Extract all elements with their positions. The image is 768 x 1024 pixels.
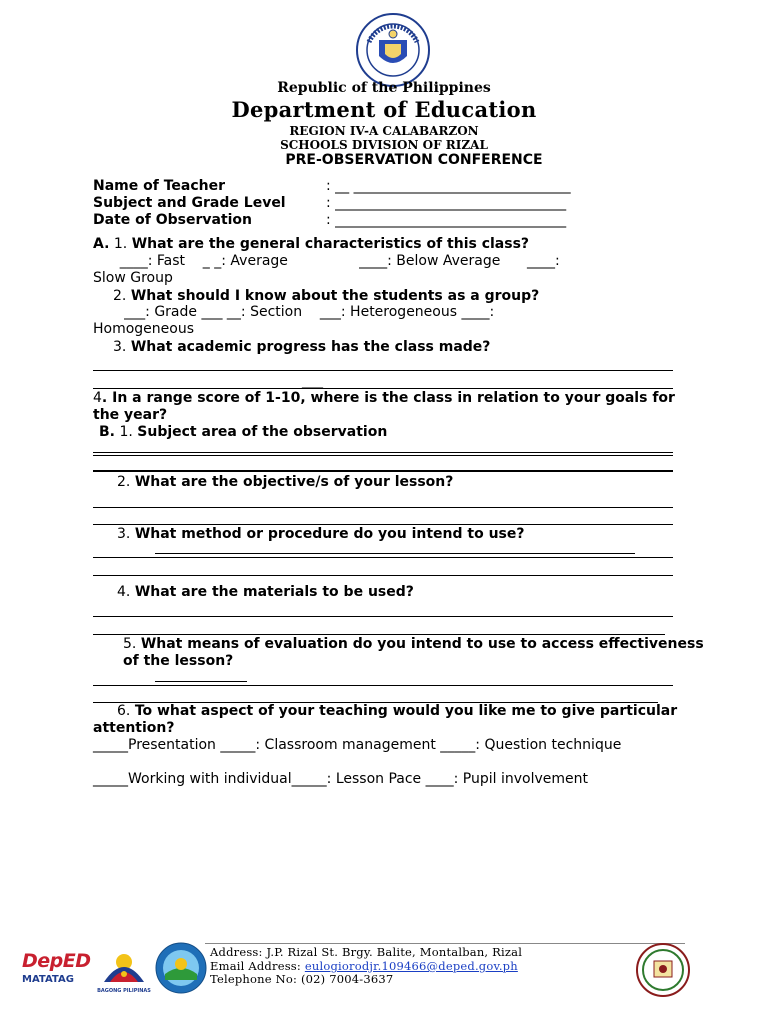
answer-line[interactable] (93, 685, 673, 686)
a1-options-cont: Slow Group (93, 270, 173, 286)
question-b4 (93, 584, 702, 601)
answer-line[interactable] (155, 681, 247, 682)
question-text: . In a range score of 1-10, where is the class in relation to your goals for the year? (93, 390, 675, 423)
question-b2 (93, 474, 702, 491)
a2-options[interactable]: ___: Grade ___ __: Section ___: Heterogeneous ____: (93, 304, 495, 320)
q-number: 4. (117, 584, 131, 600)
answer-line[interactable] (93, 370, 673, 371)
answer-line[interactable] (93, 634, 665, 635)
q-number: 2. (113, 288, 127, 304)
deped-seal-icon (355, 12, 431, 88)
question-b3 (93, 526, 702, 543)
footer-divider (205, 943, 685, 944)
region-heading: REGION IV-A CALABARZON (289, 124, 479, 138)
answer-line[interactable] (93, 557, 673, 558)
form-title: PRE-OBSERVATION CONFERENCE (285, 152, 543, 168)
question-text: Subject area of the observation (137, 424, 388, 440)
answer-line[interactable] (155, 553, 635, 554)
question-text: What are the objective/s of your lesson? (134, 474, 454, 490)
a2-options-cont: Homogeneous (93, 321, 195, 337)
republic-heading: Republic of the Philippines (277, 80, 491, 96)
q-number: 3. (117, 526, 131, 542)
question-a1 (93, 236, 678, 253)
footer-email-label: Email Address: (210, 959, 305, 973)
footer-address: Address: J.P. Rizal St. Brgy. Balite, Montalban, Rizal (210, 945, 523, 959)
answer-line[interactable] (93, 524, 673, 525)
question-text: What are the materials to be used? (134, 584, 414, 600)
section-b-letter: B. (99, 424, 115, 440)
question-b1 (93, 424, 684, 441)
q-number: 1. (113, 236, 128, 252)
bagong-pilipinas-logo (96, 944, 152, 994)
q-number: 4 (93, 390, 102, 406)
answer-line[interactable] (93, 507, 673, 508)
answer-line[interactable] (93, 452, 673, 456)
b6-options-1[interactable]: _____Presentation _____: Classroom management _____: Question technique (93, 737, 622, 753)
question-text: What method or procedure do you intend to use? (134, 526, 525, 542)
question-a4 (93, 390, 678, 424)
question-text: What academic progress has the class made? (130, 339, 491, 355)
question-text: What means of evaluation do you intend to use to access effectiveness of the lesson? (123, 636, 704, 669)
question-a3 (93, 339, 698, 356)
division-seal-icon (155, 942, 207, 994)
deped-logo-text: DepED (22, 950, 91, 972)
division-heading: SCHOOLS DIVISION OF RIZAL (280, 138, 488, 152)
date-field[interactable]: : _________________________________ (326, 212, 567, 228)
q-number: 1. (119, 424, 133, 440)
bagong-pilipinas-icon (96, 944, 152, 984)
bagong-pilipinas-text: BAGONG PILIPINAS (97, 988, 151, 994)
footer-telephone: Telephone No: (02) 7004-3637 (210, 972, 394, 986)
answer-line[interactable] (93, 575, 673, 576)
q-number: 2. (117, 474, 131, 490)
answer-line[interactable] (93, 616, 673, 617)
matatag-text: MATATAG (22, 974, 74, 985)
question-text: What are the general characteristics of this class? (131, 236, 530, 252)
deped-logo (22, 950, 91, 985)
q-number: 3. (113, 339, 127, 355)
question-a2 (93, 288, 698, 305)
teacher-label: Name of Teacher (93, 178, 226, 194)
footer-email-link[interactable]: eulogiorodjr.109466@deped.gov.ph (304, 959, 518, 973)
question-b6 (93, 703, 678, 737)
department-heading: Department of Education (231, 97, 537, 122)
b6-options-2[interactable]: _____Working with individual_____: Lesson Pace ____: Pupil involvement (93, 771, 588, 787)
subject-field[interactable]: : _________________________________ (326, 195, 567, 211)
section-a-letter: A. (93, 236, 110, 252)
q-number: 6. (117, 703, 131, 719)
question-text: What should I know about the students as a group? (130, 288, 540, 304)
answer-line[interactable] (93, 470, 673, 472)
question-b5 (93, 636, 708, 670)
teacher-field[interactable]: : __ _______________________________ (326, 178, 571, 194)
question-text: To what aspect of your teaching would you like me to give particular attention? (93, 703, 678, 736)
subject-label: Subject and Grade Level (93, 195, 286, 211)
a3-blank: ___ (302, 373, 323, 389)
school-seal-icon (636, 943, 690, 997)
a1-options[interactable]: ____: Fast _ _: Average ____: Below Average ____: (93, 253, 560, 269)
date-label: Date of Observation (93, 212, 253, 228)
answer-line[interactable] (93, 388, 673, 389)
q-number: 5. (123, 636, 137, 652)
